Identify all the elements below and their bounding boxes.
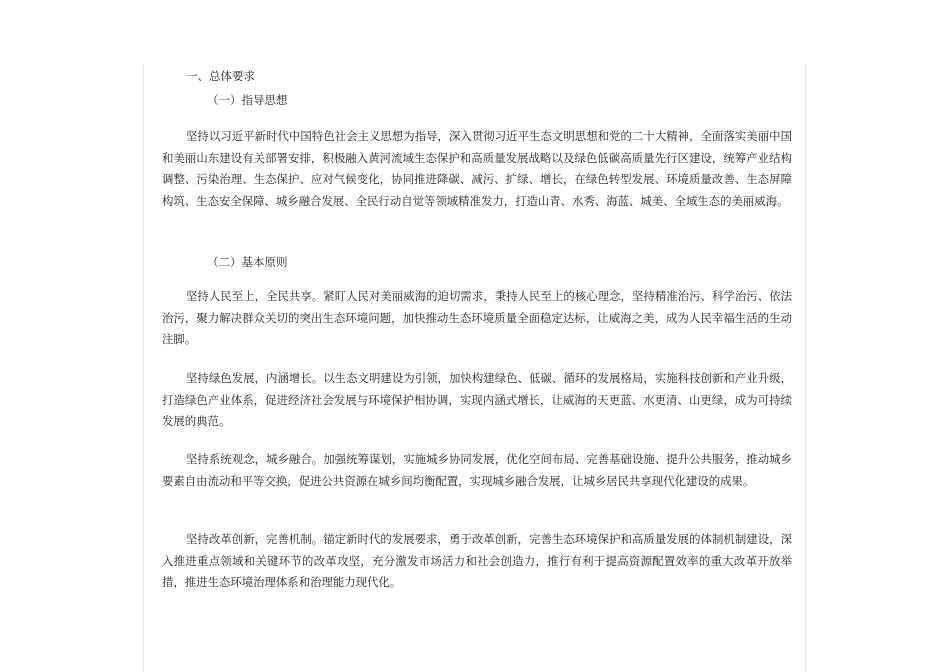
principle-paragraph-2: 坚持绿色发展，内涵增长。以生态文明建设为引领，加快构建绿色、低碳、循环的发展格局，实施科技创新和产业升级，打造绿色产业体系，促进经济社会发展与环境保护相协调，实现内涵式增长，让威海的天更蓝、水更清、山更绿，成为可持续发展的典范。 xyxy=(162,371,792,428)
document-page xyxy=(143,64,806,672)
section-title: 一、总体要求 xyxy=(186,69,255,83)
subsection-heading-guiding-thought: （一）指导思想 xyxy=(207,93,288,107)
guiding-thought-paragraph: 坚持以习近平新时代中国特色社会主义思想为指导，深入贯彻习近平生态文明思想和党的二十大精神，全面落实美丽中国和美丽山东建设有关部署安排，积极融入黄河流域生态保护和高质量发展战略以及绿色低碳高质量先行区建设，统筹产业结构调整、污染治理、生态保护、应对气候变化，协同推进降碳、减污、扩绿、增长，在绿色转型发展、环境质量改善、生态屏障构筑、生态安全保障、城乡融合发展、全民行动自觉等领域精准发力，打造山青、水秀、海蓝、城美、全域生态的美丽威海。 xyxy=(162,129,792,208)
principle-paragraph-1: 坚持人民至上，全民共享。紧盯人民对美丽威海的迫切需求，秉持人民至上的核心理念，坚持精准治污、科学治污、依法治污，聚力解决群众关切的突出生态环境问题，加快推动生态环境质量全面稳定达标，让威海之美，成为人民幸福生活的生动注脚。 xyxy=(162,289,792,346)
principle-paragraph-3: 坚持系统观念，城乡融合。加强统筹谋划，实施城乡协同发展，优化空间布局、完善基础设施、提升公共服务，推动城乡要素自由流动和平等交换，促进公共资源在城乡间均衡配置，实现城乡融合发展，让城乡居民共享现代化建设的成果。 xyxy=(162,452,792,488)
principle-paragraph-4: 坚持改革创新，完善机制。锚定新时代的发展要求，勇于改革创新，完善生态环境保护和高质量发展的体制机制建设，深入推进重点领域和关键环节的改革攻坚，充分激发市场活力和社会创造力，推行有利于提高资源配置效率的重大改革开放举措，推进生态环境治理体系和治理能力现代化。 xyxy=(162,532,792,589)
subsection-heading-basic-principles: （二）基本原则 xyxy=(207,255,288,269)
